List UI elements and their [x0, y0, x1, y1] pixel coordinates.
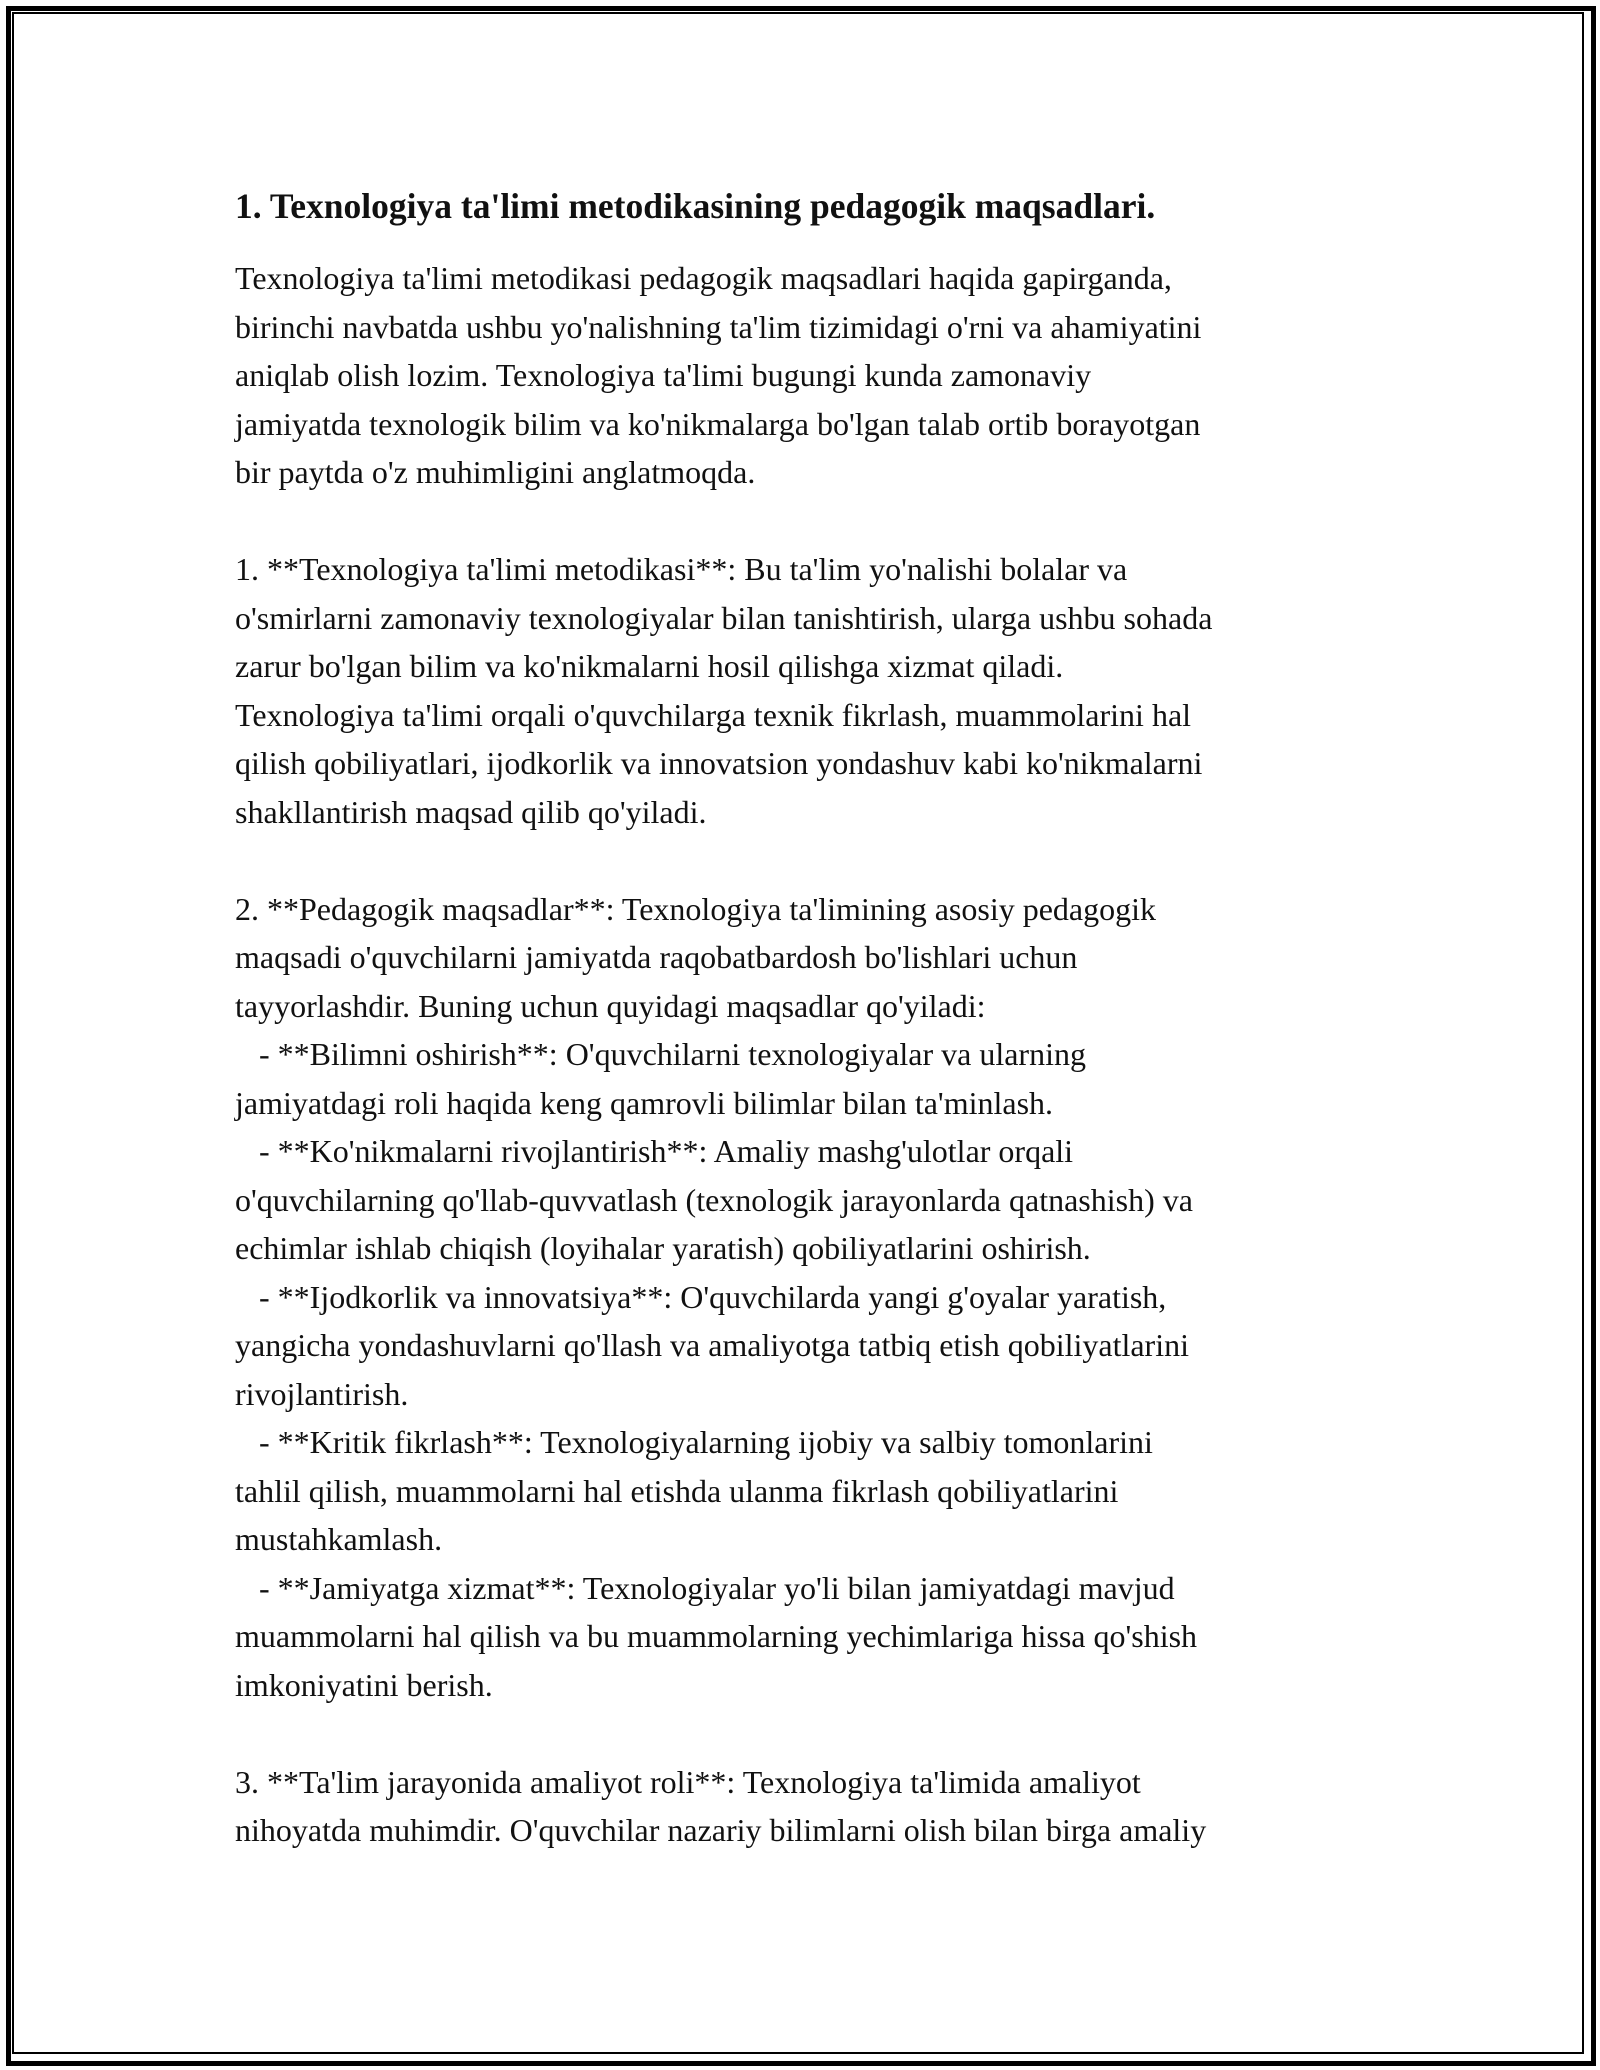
practice-role-paragraph: 3. **Ta'lim jarayonida amaliyot roli**: Texnologiya ta'limida amaliyot nihoyatda muhimdir. O'quvchilar nazariy bilimlarni olish bilan birga amaliy: [235, 1763, 1207, 1848]
blank-line: [235, 497, 1375, 546]
blank-line: [235, 836, 1375, 885]
blank-line: [235, 1709, 1375, 1758]
section-heading: 1. Texnologiya ta'limi metodikasining pedagogik maqsadlari.: [235, 186, 1156, 226]
document-body: [235, 182, 1375, 1855]
pedagogical-goals-paragraph: 2. **Pedagogik maqsadlar**: Texnologiya ta'limining asosiy pedagogik maqsadi o'quvchilarni jamiyatda raqobatbardosh bo'lishlari uchun tayyorlashdir. Buning uchun quyidagi maqsadlar qo'yiladi: - **Bilimni oshirish**: O'quvchilarni texnologiyalar va ularning jamiyatdagi roli haqida keng qamrovli bilimlar bilan ta'minlash. - **Ko'nikmalarni rivojlantirish**: Amaliy mashg'ulotlar orqali o'quvchilarning qo'llab-quvvatlash (texnologik jarayonlarda qatnashish) va echimlar ishlab chiqish (loyihalar yaratish) qobiliyatlarini oshirish. - **Ijodkorlik va innovatsiya**: O'quvchilarda yangi g'oyalar yaratish, yangicha yondashuvlarni qo'llash va amaliyotga tatbiq etish qobiliyatlarini rivojlantirish. - **Kritik fikrlash**: Texnologiyalarning ijobiy va salbiy tomonlarini tahlil qilish, muammolarni hal etishda ulanma fikrlash qobiliyatlarini mustahkamlash. - **Jamiyatga xizmat**: Texnologiyalar yo'li bilan jamiyatdagi mavjud muammolarni hal qilish va bu muammolarning yechimlariga hissa qo'shish imkoniyatini berish.: [235, 890, 1198, 1703]
intro-paragraph: Texnologiya ta'limi metodikasi pedagogik maqsadlari haqida gapirganda, birinchi navbatda ushbu yo'nalishning ta'lim tizimidagi o'rni va ahamiyatini aniqlab olish lozim. Texnologiya ta'limi bugungi kunda zamonaviy jamiyatda texnologik bilim va ko'nikmalarga bo'lgan talab ortib borayotgan bir paytda o'z muhimligini anglatmoqda.: [235, 260, 1202, 490]
methodology-paragraph: 1. **Texnologiya ta'limi metodikasi**: Bu ta'lim yo'nalishi bolalar va o'smirlarni zamonaviy texnologiyalar bilan tanishtirish, ularga ushbu sohada zarur bo'lgan bilim va ko'nikmalarni hosil qilishga xizmat qiladi. Texnologiya ta'limi orqali o'quvchilarga texnik fikrlash, muammolarini hal qilish qobiliyatlari, ijodkorlik va innovatsion yondashuv kabi ko'nikmalarni shakllantirish maqsad qilib qo'yiladi.: [235, 551, 1213, 830]
